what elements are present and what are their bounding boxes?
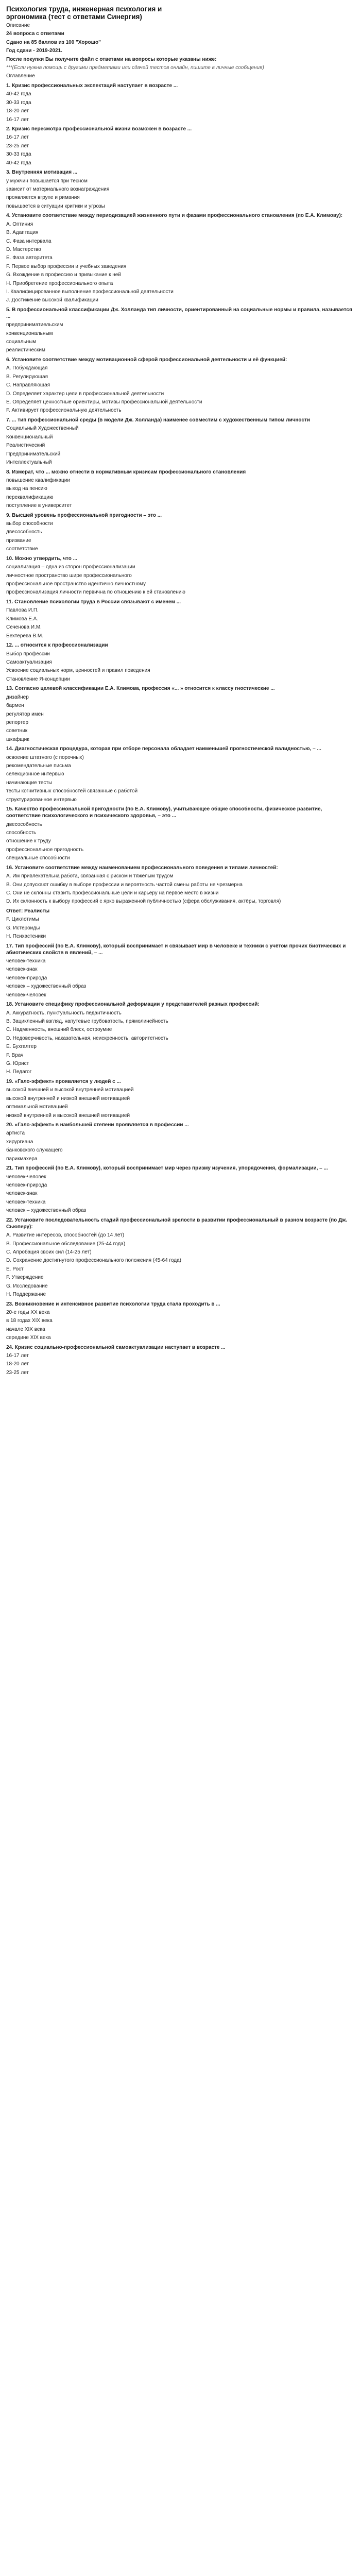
question-text: 8. Измерат, что ... можно отнести в нормативным кризисам профессионального становления <box>6 469 246 475</box>
answer-option: двесособность <box>6 821 42 827</box>
answer-option: D. Определяет характер цели в профессиональной деятельности <box>6 391 164 397</box>
instruction-line: После покупки Вы получите файл с ответами на вопросы которые указаны ниже: <box>6 56 217 62</box>
answer-option: G. Юрист <box>6 1060 29 1066</box>
answer-option: 40-42 года <box>6 91 31 97</box>
answer-option: E. Определяет ценностные ориентиры, мотивы профессиональной деятельности <box>6 399 202 405</box>
answer-option: A. Оптиния <box>6 221 33 227</box>
answer-option: зависит от материального вознаграждения <box>6 187 110 193</box>
question-block <box>6 806 355 861</box>
answer-option: реалистическим <box>6 347 45 353</box>
answer-option: A. Побуждающая <box>6 365 48 371</box>
answer-option: G. Вхождение в профессию и привыкание к ней <box>6 272 121 278</box>
question-text: 2. Кризис пересмотра профессиональной жизни возможен в возрасте ... <box>6 126 192 132</box>
answer-option: Становление Я-концепции <box>6 676 70 682</box>
question-block <box>6 1165 355 1214</box>
answer-option: человек – художественный образ <box>6 1208 87 1214</box>
answer-option: социальным <box>6 339 37 345</box>
answer-option: структурированное интервью <box>6 796 77 803</box>
answer-option: проявляется вгрупе и римания <box>6 195 80 201</box>
answer-option: F. Первое выбор профессии и учебных заведения <box>6 263 127 269</box>
answer-option: хирургиана <box>6 1139 33 1145</box>
answer-option: повышается в ситуации критики и угрозы <box>6 203 105 209</box>
answer-option: 30-33 года <box>6 151 31 158</box>
answer-option: Усвоение социальных норм, ценностей и правил поведения <box>6 668 150 674</box>
answer-option: человек-человек <box>6 992 46 998</box>
question-block <box>6 126 355 166</box>
answer-option: Сеченова И.М. <box>6 624 42 631</box>
answer-option: B. Регулирующая <box>6 374 48 380</box>
answer-option: поступление в университет <box>6 503 72 509</box>
question-block <box>6 642 355 683</box>
question-text: 7. ... тип профессиональной среды (в модели Дж. Холланда) наименее совместим с художественным типом личности <box>6 417 311 423</box>
answer-option: E. Фаза авторитета <box>6 255 53 261</box>
answer-option: B. Профессиональное обследование (25-44 года) <box>6 1241 126 1247</box>
question-block <box>6 1122 355 1162</box>
answer-option: рекомендательные письма <box>6 763 71 769</box>
question-text: 11. Становление психологии труда в России связывают с именем ... <box>6 599 181 605</box>
answer-option: 18-20 лет <box>6 1361 29 1367</box>
answer-option: соответствие <box>6 546 38 552</box>
question-block <box>6 469 355 510</box>
answer-option: Конвенциональный <box>6 434 53 440</box>
answer-option: призвание <box>6 537 31 544</box>
question-text: 22. Установите последовательность стадий профессиональной зрелости в развитии профессиональный в разном возрасте (по Дж. Сьюперу): <box>6 1217 348 1230</box>
answer-option: дизайнер <box>6 694 29 700</box>
answer-option: J. Достижение высокой квалификации <box>6 297 98 303</box>
answer-option: Интеллектуальный <box>6 459 52 465</box>
answer-option: парикмахера <box>6 1156 38 1162</box>
answer-option: H. Педагог <box>6 1069 32 1075</box>
answer-option: D. Их склонность к выбору профессий с ярко выраженной публичностью (сфера обслуживания, актёры, торговля) <box>6 899 281 905</box>
answer-option: H. Приобретение профессионального опыта <box>6 280 113 286</box>
answer-option: Предпринимательский <box>6 451 61 457</box>
answer-option: человек – художественный образ <box>6 984 87 990</box>
answer-option: E. Бухгалтер <box>6 1044 37 1050</box>
question-text: 19. «Гало-эффект» проявляется у людей с ... <box>6 1078 121 1084</box>
question-text: 1. Кризис профессиональных экспектаций наступает в возрасте ... <box>6 82 178 89</box>
question-block <box>6 865 355 905</box>
answer-option: C. Апробация своих сил (14-25 лет) <box>6 1249 92 1255</box>
answer-option: B. Адаптация <box>6 230 39 236</box>
answer-option: репортер <box>6 719 29 725</box>
answer-option: Самоактуализация <box>6 659 52 665</box>
question-text: 13. Согласно целевой классификации Е.А. Климова, профессия «... » относится к классу гностические ... <box>6 686 275 692</box>
answer-option: человек-природа <box>6 975 47 981</box>
question-block <box>6 1301 355 1342</box>
answer-option: H. Поддержание <box>6 1291 46 1297</box>
questions-list <box>6 82 355 1376</box>
question-block <box>6 943 355 998</box>
question-block <box>6 512 355 553</box>
question-text: 14. Диагностическая процедура, которая при отборе персонала обладает наименьшей прогностической валидностью, – ... <box>6 746 321 752</box>
question-text: 21. Тип профессий (по Е.А. Климову), который воспринимает мир через призму изучения, упорядочения, формализации, – ... <box>6 1165 328 1172</box>
answer-option: D. Сохранение достигнутого профессионального положения (45-64 года) <box>6 1258 181 1264</box>
answer-option: выбор способности <box>6 521 53 527</box>
answer-option: селекционное интервью <box>6 771 64 777</box>
answer-option: отношение к труду <box>6 838 51 844</box>
question-text: 20. «Гало-эффект» в наибольшей степени проявляется в профессии ... <box>6 1122 189 1128</box>
answer-option: C. Направляющая <box>6 382 50 388</box>
answer-option: D. Мастерство <box>6 246 41 252</box>
question-text: 9. Высшей уровень профессиональной пригодности – это ... <box>6 512 162 518</box>
question-text: 17. Тип профессий (по Е.А. Климову), который воспринимает и связывает мир в человеке и техники с учётом прочих биотических и абиотических свойств в явлений, – ... <box>6 943 346 956</box>
question-block <box>6 908 355 940</box>
answer-option: шкафщик <box>6 736 29 742</box>
question-block <box>6 599 355 639</box>
answer-option: Павлова И.П. <box>6 607 39 614</box>
answer-option: социализация – одна из сторон профессионализации <box>6 564 135 570</box>
answer-option: конвенциональным <box>6 330 53 336</box>
answer-option: высокой внутренней и низкой внешней мотивацией <box>6 1095 130 1101</box>
question-text: 12. ... относится к профессионализации <box>6 642 108 649</box>
answer-option: 16-17 лет <box>6 116 29 123</box>
question-text: 16. Установите соответствие между наименованием профессионального поведения и типами личностей: <box>6 865 278 871</box>
answer-option: человек-человек <box>6 1174 46 1180</box>
answer-option: A. Аккуратность, пунктуальность педантичность <box>6 1010 122 1016</box>
question-block <box>6 555 355 596</box>
question-block <box>6 417 355 466</box>
answer-option: профессиональное пространство идентично личностному <box>6 581 146 587</box>
question-text: 3. Внутренняя мотивация ... <box>6 170 78 176</box>
answer-option: человек-техника <box>6 958 46 964</box>
answer-option: тесты когнитивных способностей связанные с работой <box>6 788 138 794</box>
question-block <box>6 745 355 803</box>
score-line: Сдано на 85 баллов из 100 "Хорошо" <box>6 39 101 45</box>
question-block <box>6 1217 355 1298</box>
answer-option: личностное пространство шире профессионального <box>6 572 132 579</box>
answer-option: человек-знак <box>6 967 38 973</box>
answer-option: C. Они не склонны ставить профессиональные цели и карьеру на первое место в жизни <box>6 890 219 896</box>
answer-option: предприниматиельским <box>6 322 63 328</box>
answer-option: 23-25 лет <box>6 1369 29 1376</box>
question-text: 18. Установите специфику профессиональной деформации у представителей разных профессий: <box>6 1002 260 1008</box>
answer-option: F. Врач <box>6 1052 24 1058</box>
description-label: Описание <box>6 23 30 28</box>
answer-option: человек-природа <box>6 1182 47 1189</box>
answer-option: специальные способности <box>6 855 70 861</box>
answer-option: C. Надменность, внешний блеск, остроумие <box>6 1027 112 1033</box>
answer-option: 18-20 лет <box>6 108 29 114</box>
answer-option: высокой внешней и высокой внутренней мотивацией <box>6 1087 134 1093</box>
answer-option: регулятор имен <box>6 711 44 717</box>
question-text: Ответ: Реалисты <box>6 908 50 914</box>
answer-option: G. Истероиды <box>6 925 40 931</box>
answer-option: освоение штатного (с порочных) <box>6 754 84 760</box>
title-line-2: эргономика (тест с ответами Синергия) <box>6 13 142 21</box>
answer-option: в 18 годах XIX века <box>6 1318 53 1324</box>
answer-option: Реалистический <box>6 443 45 449</box>
answer-option: 40-42 года <box>6 160 31 166</box>
answer-option: G. Исследование <box>6 1283 48 1289</box>
answer-option: B. Зацикленный взгляд, напутевые грубоватость, прямолинейность <box>6 1019 168 1024</box>
answer-option: артиста <box>6 1130 25 1137</box>
answer-option: E. Рост <box>6 1266 24 1272</box>
answer-option: советник <box>6 728 28 734</box>
answer-option: B. Они допускают ошибку в выборе профессии и вероятность частой смены работы не чрезмерна <box>6 882 243 888</box>
question-text: 15. Качество профессиональной пригодности (по Е.А. Климову), учитывающее общие способности, физическое развитие, соответствие психологического и психического здоровья, – это ... <box>6 806 322 819</box>
answer-option: у мужчин повышается при тесном <box>6 178 88 184</box>
answer-option: середине XIX века <box>6 1335 51 1341</box>
answer-option: банковского служащего <box>6 1147 63 1154</box>
question-block <box>6 1001 355 1075</box>
year-line: Год сдачи - 2019-2021. <box>6 48 62 54</box>
question-text: 6. Установите соответствие между мотивационной сферой профессиональной деятельности и её функцией: <box>6 357 287 363</box>
question-block <box>6 82 355 123</box>
answer-option: выход на пенсию <box>6 486 47 492</box>
question-block <box>6 685 355 742</box>
answer-option: Выбор профессии <box>6 651 50 657</box>
table-of-contents-label: Оглавление <box>6 73 35 79</box>
answer-option: 16-17 лет <box>6 1353 29 1359</box>
question-text: 10. Можно утвердить, что ... <box>6 555 77 562</box>
answer-option: H. Психастеники <box>6 934 46 940</box>
question-count: 24 вопроса с ответами <box>6 31 64 37</box>
answer-option: Климова Е.А. <box>6 616 39 622</box>
answer-option: D. Недоверчивость, наказательная, неискренность, авторитетность <box>6 1035 168 1041</box>
answer-option: бармен <box>6 703 24 709</box>
answer-option: повышение квалификации <box>6 477 70 483</box>
answer-option: 16-17 лет <box>6 134 29 141</box>
question-block <box>6 357 355 414</box>
answer-option: человек-знак <box>6 1191 38 1197</box>
answer-option: Бехтерева В.М. <box>6 633 44 639</box>
title-line-1: Психология труда, инженерная психология и <box>6 5 162 13</box>
question-block <box>6 1344 355 1376</box>
question-text: 23. Возникновение и интенсивное развитие психологии труда стала проходить в ... <box>6 1301 220 1307</box>
question-text: 24. Кризис социально-профессиональной самоактуализации наступает в возрасте ... <box>6 1344 226 1350</box>
answer-option: начале XIX века <box>6 1326 45 1332</box>
answer-option: человек-техника <box>6 1199 46 1205</box>
question-text: 5. В профессиональной классификации Дж. Холланда тип личности, ориентированный на социальные нормы и правила, называется ... <box>6 307 352 319</box>
answer-option: начинающие тесты <box>6 779 53 786</box>
answer-option: низкой внутренней и высокой внешней мотивацией <box>6 1112 130 1118</box>
answer-option: Социальный Художественный <box>6 426 79 432</box>
answer-option: способность <box>6 829 37 836</box>
question-text: 4. Установите соответствие между периодизацией жизненного пути и фазами профессионального становления (по Е.А. Климову): <box>6 213 343 219</box>
answer-option: 20-е годы XX века <box>6 1309 50 1315</box>
question-block <box>6 169 355 210</box>
help-note: ***(Если нужна помощь с другими предметами или сдачей тестов онлайн, пишите в личные сообщения) <box>6 64 264 71</box>
answer-option: профессионализация личности первична по отношению к ей становлению <box>6 589 185 596</box>
document-title <box>6 5 355 21</box>
answer-option: A. Развитие интересов, способностей (до 14 лет) <box>6 1232 125 1239</box>
answer-option: I. Квалифицированное выполнение профессиональной деятельности <box>6 289 174 295</box>
question-block <box>6 212 355 303</box>
answer-option: F. Активирует профессиональную деятельность <box>6 408 122 414</box>
answer-option: профессиональное пригодность <box>6 846 84 853</box>
answer-option: A. Им привлекательна работа, связанная с риском и тяжелым трудом <box>6 873 174 879</box>
answer-option: 23-25 лет <box>6 143 29 149</box>
answer-option: переквалификацию <box>6 494 54 500</box>
answer-option: 30-33 года <box>6 99 31 106</box>
answer-option: двесособность <box>6 529 42 535</box>
answer-option: C. Фаза интервала <box>6 238 51 244</box>
question-block <box>6 307 355 354</box>
answer-option: F. Утверждение <box>6 1275 44 1281</box>
answer-option: F. Циклотимы <box>6 917 39 923</box>
question-block <box>6 1078 355 1119</box>
answer-option: оптимальной мотивацией <box>6 1104 68 1110</box>
